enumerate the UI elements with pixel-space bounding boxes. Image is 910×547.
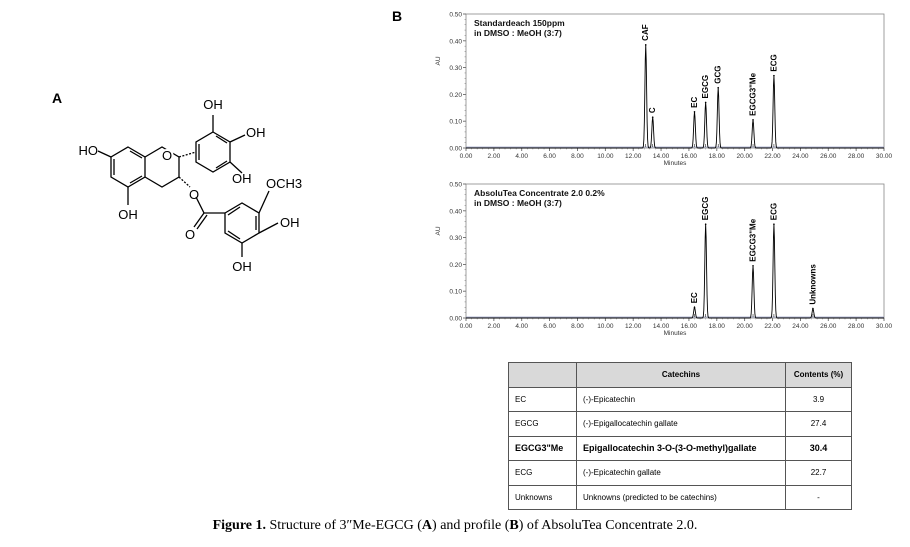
y-tick-label: 0.10: [449, 118, 462, 126]
peak-point: [694, 111, 696, 113]
chromatogram-sample: [430, 176, 900, 346]
x-tick-label: 6.00: [543, 323, 556, 330]
peak-label: EGCG: [701, 196, 711, 221]
x-tick-label: 30.00: [875, 323, 893, 330]
egcg3me-structure: [70, 85, 350, 285]
x-tick-label: 24.00: [792, 323, 809, 330]
peak-point: [705, 223, 707, 225]
oh-label: OH: [280, 215, 300, 230]
x-tick-label: 28.00: [847, 153, 865, 160]
chart-annotation: AbsoluTea Concentrate 2.0 0.2%: [474, 188, 605, 198]
x-tick-label: 18.00: [708, 323, 725, 330]
chart-annotation: in DMSO : MeOH (3:7): [474, 28, 562, 38]
x-axis-label: Minutes: [663, 160, 687, 167]
ring-oxygen-label: O: [161, 148, 173, 163]
peak-point: [773, 75, 775, 77]
x-tick-label: 4.00: [515, 323, 529, 330]
y-tick-label: 0.00: [449, 315, 462, 323]
table-row: [509, 412, 852, 437]
catechin-abbr: EGCG: [509, 412, 577, 437]
x-tick-label: 18.00: [708, 153, 725, 160]
x-tick-label: 8.00: [571, 153, 584, 160]
catechin-content: -: [786, 485, 852, 510]
y-tick-label: 0.30: [449, 65, 462, 73]
catechin-name: Unknowns (predicted to be catechins): [577, 485, 786, 510]
catechin-abbr: EC: [509, 387, 577, 412]
chromatogram-trace: [466, 45, 884, 148]
x-tick-label: 2.00: [487, 153, 501, 160]
peak-label: EC: [690, 292, 700, 304]
table-header: Contents (%): [786, 363, 852, 388]
x-tick-label: 10.00: [597, 153, 614, 160]
table-header: Catechins: [577, 363, 786, 388]
x-tick-label: 14.00: [652, 323, 670, 330]
y-tick-label: 0.40: [449, 208, 462, 216]
peak-label: C: [648, 107, 658, 114]
methoxy-label: OCH3: [266, 176, 303, 191]
x-tick-label: 28.00: [847, 323, 865, 330]
x-tick-label: 14.00: [652, 153, 670, 160]
table-row: [509, 436, 852, 461]
x-tick-label: 4.00: [515, 153, 529, 160]
oh-label: OH: [232, 259, 252, 274]
x-tick-label: 26.00: [820, 153, 837, 160]
x-tick-label: 20.00: [736, 323, 753, 330]
peak-point: [773, 223, 775, 225]
catechin-content: 22.7: [786, 461, 852, 486]
peak-point: [752, 119, 754, 121]
x-tick-label: 30.00: [875, 153, 893, 160]
peak-label: ECG: [769, 54, 779, 72]
peak-point: [717, 87, 719, 89]
x-tick-label: 26.00: [820, 323, 837, 330]
x-tick-label: 6.00: [543, 153, 556, 160]
y-tick-label: 0.40: [449, 38, 462, 46]
panel-label-b: B: [392, 8, 403, 24]
x-tick-label: 12.00: [625, 323, 642, 330]
caption-ref-b: B: [509, 518, 519, 533]
chromatogram-trace: [466, 224, 884, 318]
peak-point: [652, 116, 654, 118]
x-tick-label: 0.00: [459, 153, 473, 160]
caption-text: ) of AbsoluTea Concentrate 2.0.: [518, 518, 698, 533]
catechin-content: 27.4: [786, 412, 852, 437]
x-tick-label: 16.00: [680, 323, 698, 330]
table-row: [509, 485, 852, 510]
catechin-abbr: EGCG3"Me: [509, 436, 577, 461]
peak-point: [694, 306, 696, 308]
x-tick-label: 24.00: [792, 153, 809, 160]
caption-text: ) and profile (: [432, 518, 510, 533]
oh-label: OH: [203, 97, 223, 112]
catechin-abbr: Unknowns: [509, 485, 577, 510]
oh-label: OH: [246, 125, 266, 140]
peak-label: Unknowns: [808, 264, 818, 305]
y-axis-label: AU: [435, 226, 442, 236]
x-tick-label: 22.00: [764, 153, 781, 160]
carbonyl-oxygen-label: O: [184, 227, 196, 242]
x-tick-label: 12.00: [625, 153, 642, 160]
table-row: [509, 461, 852, 486]
x-tick-label: 0.00: [459, 323, 473, 330]
table-header-row: [509, 363, 852, 388]
x-axis-label: Minutes: [663, 330, 687, 337]
chart-annotation: in DMSO : MeOH (3:7): [474, 198, 562, 208]
catechin-name: (-)-Epicatechin gallate: [577, 461, 786, 486]
caption-text: Structure of 3″Me-EGCG (: [266, 518, 422, 533]
oh-label: OH: [232, 171, 252, 186]
catechin-name: (-)-Epigallocatechin gallate: [577, 412, 786, 437]
ester-oxygen-label: O: [188, 187, 200, 202]
y-tick-label: 0.20: [449, 261, 462, 269]
ho-label: HO: [78, 143, 98, 158]
chart-annotation: Standardeach 150ppm: [474, 18, 565, 28]
y-tick-label: 0.00: [449, 145, 462, 153]
figure-caption: [0, 518, 910, 534]
catechin-content: 3.9: [786, 387, 852, 412]
peak-label: EGCG3"Me: [748, 72, 758, 116]
peak-label: GCG: [713, 65, 723, 84]
y-tick-label: 0.10: [449, 288, 462, 296]
y-tick-label: 0.50: [449, 181, 462, 189]
y-axis-label: AU: [435, 56, 442, 66]
peak-point: [812, 308, 814, 310]
peak-label: EC: [690, 96, 700, 108]
catechin-abbr: ECG: [509, 461, 577, 486]
caption-label: Figure 1.: [212, 518, 266, 533]
y-tick-label: 0.50: [449, 11, 462, 19]
oh-label: OH: [118, 207, 138, 222]
peak-label: EGCG: [701, 74, 711, 99]
catechin-name: Epigallocatechin 3-O-(3-O-methyl)gallate: [577, 436, 786, 461]
catechins-table: [508, 362, 852, 510]
chromatogram-standard: [430, 6, 900, 176]
peak-point: [752, 265, 754, 267]
table-header: [509, 363, 577, 388]
peak-label: EGCG3"Me: [748, 218, 758, 262]
y-tick-label: 0.20: [449, 91, 462, 99]
panel-label-a: A: [52, 90, 63, 106]
x-tick-label: 2.00: [487, 323, 501, 330]
peak-label: ECG: [769, 202, 779, 221]
peak-point: [645, 44, 647, 46]
peak-point: [705, 102, 707, 104]
x-tick-label: 16.00: [680, 153, 698, 160]
peak-label: CAF: [641, 24, 651, 41]
y-tick-label: 0.30: [449, 235, 462, 243]
x-tick-label: 22.00: [764, 323, 781, 330]
x-tick-label: 10.00: [597, 323, 614, 330]
catechin-content: 30.4: [786, 436, 852, 461]
table-row: [509, 387, 852, 412]
x-tick-label: 8.00: [571, 323, 584, 330]
caption-ref-a: A: [421, 518, 433, 533]
x-tick-label: 20.00: [736, 153, 753, 160]
catechin-name: (-)-Epicatechin: [577, 387, 786, 412]
